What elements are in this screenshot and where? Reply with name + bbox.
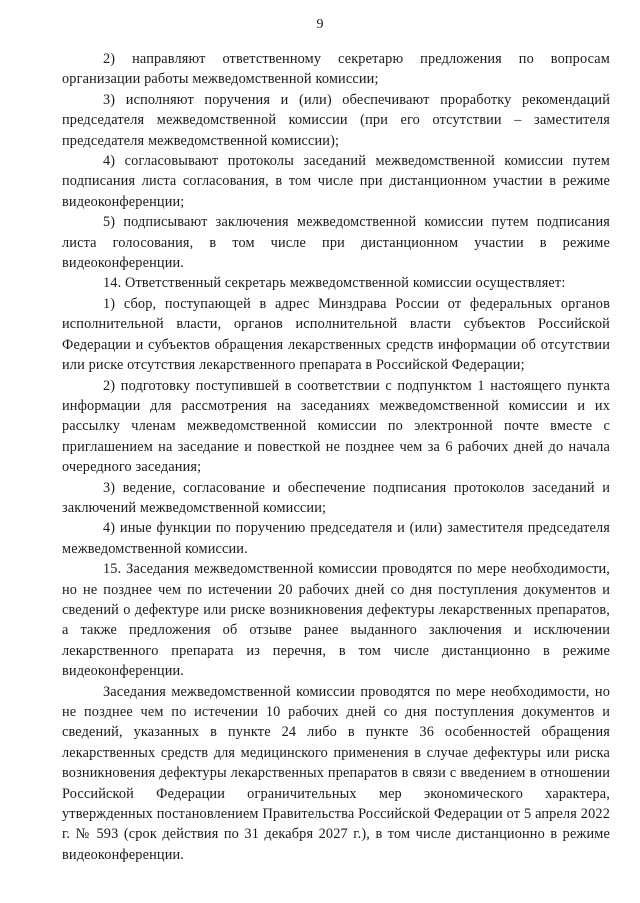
page-number: 9: [316, 17, 324, 32]
paragraph-14-3: 3) ведение, согласование и обеспечение подписания протоколов заседаний и заключений межведомственной комиссии;: [62, 479, 610, 516]
paragraph-14-1: 1) сбор, поступающей в адрес Минздрава России от федеральных органов исполнительной власти, органов исполнительной власти субъектов Российской Федерации и субъектов обращения лекарственных средств информации об отсутствии или риске отсутствия лекарственного препарата в Российской Федерации;: [62, 295, 610, 374]
paragraph-13-5: 5) подписывают заключения межведомственной комиссии путем подписания листа голосования, в том числе при дистанционном участии в режиме видеоконференции.: [62, 214, 610, 272]
paragraph-13-3: 3) исполняют поручения и (или) обеспечивают проработку рекомендаций председателя межведомственной комиссии (при его отсутствии – заместителя председателя межведомственной комиссии);: [62, 91, 610, 149]
paragraph-14-4: 4) иные функции по поручению председателя и (или) заместителя председателя межведомственной комиссии.: [62, 520, 610, 557]
document-body: [62, 49, 610, 865]
paragraph-14-heading: 14. Ответственный секретарь межведомственной комиссии осуществляет:: [103, 275, 566, 292]
paragraph-15-continued: Заседания межведомственной комиссии проводятся по мере необходимости, но не позднее чем по истечении 10 рабочих дней со дня поступления документов и сведений, указанных в пункте 24 либо в пункте 36 особенностей обращения лекарственных средств для медицинского применения в случае дефектуры или риска возникновения дефектуры лекарственных препаратов в связи с введением в отношении Российской Федерации ограничительных мер экономического характера, утвержденных постановлением Правительства Российской Федерации от 5 апреля 2022 г. № 593 (срок действия по 31 декабря 2027 г.), в том числе дистанционно в режиме видеоконференции.: [62, 683, 610, 863]
paragraph-15: 15. Заседания межведомственной комиссии проводятся по мере необходимости, но не позднее чем по истечении 20 рабочих дней со дня поступления документов и сведений о дефектуре или риске возникновения дефектуры лекарственных препаратов, а также предложения об отзыве ранее выданного заключения и исключении лекарственного препарата из перечня, в том числе дистанционно в режиме видеоконференции.: [62, 561, 610, 680]
paragraph-14-2: 2) подготовку поступившей в соответствии с подпунктом 1 настоящего пункта информации для рассмотрения на заседаниях межведомственной комиссии и их рассылку членам межведомственной комиссии по электронной почте вместе с приглашением на заседание и повесткой не позднее чем за 6 рабочих дней до начала очередного заседания;: [62, 377, 610, 476]
paragraph-13-4: 4) согласовывают протоколы заседаний межведомственной комиссии путем подписания листа согласования, в том числе при дистанционном участии в режиме видеоконференции;: [62, 153, 610, 210]
paragraph-13-2: 2) направляют ответственному секретарю предложения по вопросам организации работы межведомственной комиссии;: [62, 51, 610, 88]
